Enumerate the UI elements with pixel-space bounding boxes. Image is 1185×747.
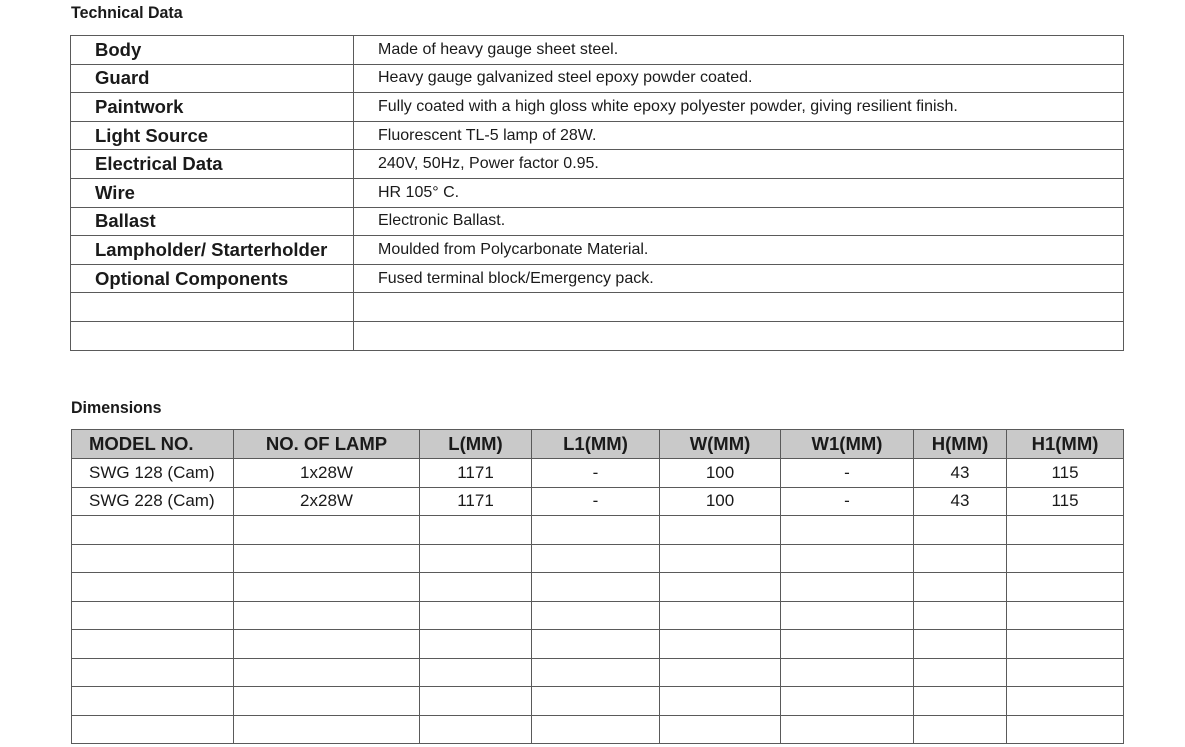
spec-value: Fused terminal block/Emergency pack. — [354, 264, 1124, 293]
table-cell — [532, 715, 660, 744]
table-cell: 2x28W — [234, 487, 420, 516]
table-cell — [420, 573, 532, 602]
table-cell — [532, 544, 660, 573]
column-header: H(MM) — [914, 430, 1007, 459]
table-cell — [660, 658, 781, 687]
table-cell — [72, 715, 234, 744]
table-cell — [234, 715, 420, 744]
table-cell — [72, 630, 234, 659]
table-cell — [781, 630, 914, 659]
table-cell — [1007, 630, 1124, 659]
table-cell — [234, 516, 420, 545]
table-cell — [781, 573, 914, 602]
table-cell — [914, 658, 1007, 687]
technical-data-heading: Technical Data — [71, 3, 183, 22]
table-cell — [420, 658, 532, 687]
spec-label: Electrical Data — [71, 150, 354, 179]
table-row — [72, 658, 1124, 687]
spec-label: Light Source — [71, 121, 354, 150]
dimensions-body — [72, 459, 1124, 744]
table-cell: 1171 — [420, 487, 532, 516]
table-cell — [234, 658, 420, 687]
table-cell — [660, 516, 781, 545]
dimensions-heading: Dimensions — [71, 398, 162, 417]
table-cell: - — [781, 459, 914, 488]
table-cell — [72, 687, 234, 716]
table-cell — [1007, 601, 1124, 630]
table-cell — [781, 715, 914, 744]
column-header: W(MM) — [660, 430, 781, 459]
column-header: NO. OF LAMP — [234, 430, 420, 459]
table-cell: SWG 128 (Cam) — [72, 459, 234, 488]
dimensions-table — [71, 429, 1124, 744]
table-cell — [420, 715, 532, 744]
table-cell — [234, 544, 420, 573]
table-cell — [660, 573, 781, 602]
technical-data-row — [71, 121, 1124, 150]
table-cell: - — [532, 459, 660, 488]
table-cell: 43 — [914, 487, 1007, 516]
spec-label: Body — [71, 36, 354, 65]
technical-data-row — [71, 150, 1124, 179]
table-cell — [420, 630, 532, 659]
table-cell — [660, 601, 781, 630]
spec-value: HR 105° C. — [354, 178, 1124, 207]
table-row — [72, 601, 1124, 630]
table-cell — [781, 601, 914, 630]
column-header: W1(MM) — [781, 430, 914, 459]
table-cell — [914, 630, 1007, 659]
table-cell — [914, 544, 1007, 573]
column-header: H1(MM) — [1007, 430, 1124, 459]
table-cell — [72, 516, 234, 545]
table-cell — [781, 516, 914, 545]
table-cell — [234, 573, 420, 602]
table-cell — [234, 601, 420, 630]
spec-value — [354, 321, 1124, 350]
table-cell — [234, 630, 420, 659]
spec-label: Guard — [71, 64, 354, 93]
technical-data-row — [71, 178, 1124, 207]
spec-value: Fluorescent TL-5 lamp of 28W. — [354, 121, 1124, 150]
table-cell — [1007, 658, 1124, 687]
technical-data-row — [71, 207, 1124, 236]
technical-data-row — [71, 36, 1124, 65]
column-header: L1(MM) — [532, 430, 660, 459]
table-cell — [660, 544, 781, 573]
table-cell — [532, 687, 660, 716]
spec-value — [354, 293, 1124, 322]
table-cell: - — [781, 487, 914, 516]
table-cell — [72, 544, 234, 573]
table-cell: 100 — [660, 459, 781, 488]
technical-data-row — [71, 264, 1124, 293]
table-cell — [1007, 544, 1124, 573]
technical-data-body — [71, 36, 1124, 351]
table-cell — [234, 687, 420, 716]
table-cell — [660, 687, 781, 716]
table-cell — [1007, 687, 1124, 716]
table-cell: 43 — [914, 459, 1007, 488]
table-cell: 115 — [1007, 459, 1124, 488]
table-cell — [914, 516, 1007, 545]
table-cell — [72, 573, 234, 602]
spec-value: Fully coated with a high gloss white epoxy polyester powder, giving resilient finish. — [354, 93, 1124, 122]
table-cell: 100 — [660, 487, 781, 516]
column-header: MODEL NO. — [72, 430, 234, 459]
table-cell — [532, 516, 660, 545]
table-row — [72, 516, 1124, 545]
table-cell: 1x28W — [234, 459, 420, 488]
table-cell — [72, 601, 234, 630]
spec-label — [71, 293, 354, 322]
spec-value: Moulded from Polycarbonate Material. — [354, 236, 1124, 265]
dimensions-header-row — [72, 430, 1124, 459]
table-cell — [420, 544, 532, 573]
table-cell — [1007, 715, 1124, 744]
table-cell — [914, 601, 1007, 630]
spec-label: Paintwork — [71, 93, 354, 122]
table-row — [72, 459, 1124, 488]
table-row — [72, 687, 1124, 716]
table-cell — [532, 573, 660, 602]
spec-label: Lampholder/ Starterholder — [71, 236, 354, 265]
technical-data-row — [71, 93, 1124, 122]
technical-data-row — [71, 321, 1124, 350]
table-cell — [532, 601, 660, 630]
spec-label: Wire — [71, 178, 354, 207]
spec-value: 240V, 50Hz, Power factor 0.95. — [354, 150, 1124, 179]
table-cell — [914, 687, 1007, 716]
spec-label: Optional Components — [71, 264, 354, 293]
table-cell — [532, 630, 660, 659]
table-cell — [660, 630, 781, 659]
spec-label: Ballast — [71, 207, 354, 236]
spec-value: Heavy gauge galvanized steel epoxy powder coated. — [354, 64, 1124, 93]
spec-value: Electronic Ballast. — [354, 207, 1124, 236]
column-header: L(MM) — [420, 430, 532, 459]
table-row — [72, 573, 1124, 602]
table-cell — [532, 658, 660, 687]
table-cell: 115 — [1007, 487, 1124, 516]
table-row — [72, 715, 1124, 744]
table-cell: SWG 228 (Cam) — [72, 487, 234, 516]
table-row — [72, 630, 1124, 659]
table-cell — [914, 715, 1007, 744]
spec-label — [71, 321, 354, 350]
technical-data-row — [71, 293, 1124, 322]
table-cell — [420, 516, 532, 545]
table-cell — [781, 687, 914, 716]
table-row — [72, 487, 1124, 516]
table-cell — [660, 715, 781, 744]
spec-value: Made of heavy gauge sheet steel. — [354, 36, 1124, 65]
table-cell — [420, 601, 532, 630]
table-cell: 1171 — [420, 459, 532, 488]
table-cell: - — [532, 487, 660, 516]
table-cell — [420, 687, 532, 716]
technical-data-row — [71, 236, 1124, 265]
table-cell — [1007, 516, 1124, 545]
table-cell — [1007, 573, 1124, 602]
technical-data-table — [70, 35, 1124, 351]
table-cell — [781, 544, 914, 573]
technical-data-row — [71, 64, 1124, 93]
table-cell — [72, 658, 234, 687]
table-row — [72, 544, 1124, 573]
table-cell — [781, 658, 914, 687]
table-cell — [914, 573, 1007, 602]
